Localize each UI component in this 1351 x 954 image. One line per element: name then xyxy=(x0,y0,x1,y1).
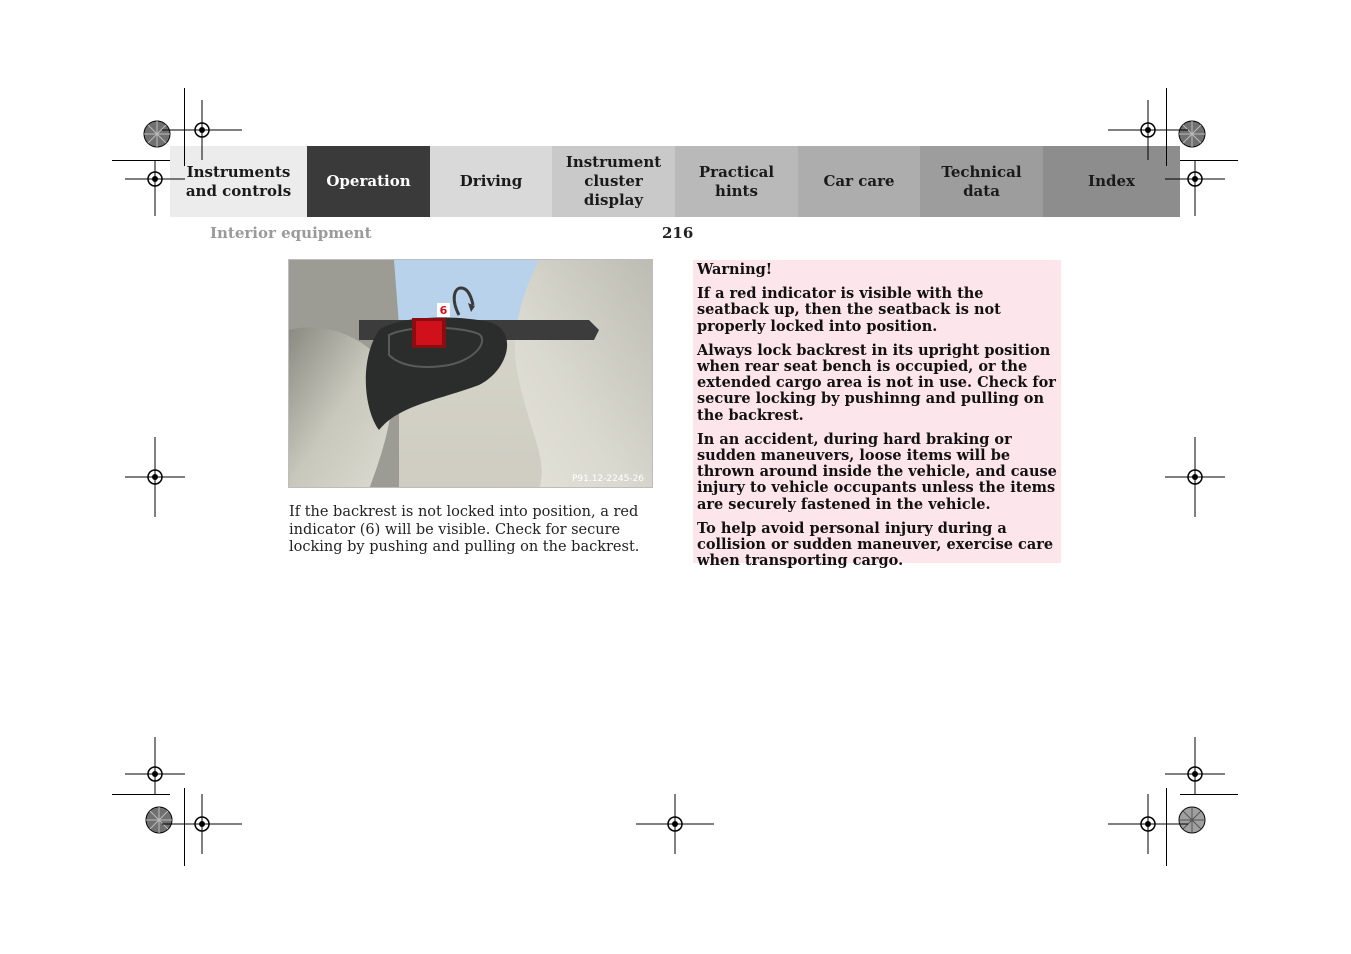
crosshair-mark xyxy=(125,160,185,216)
figure-code: P91.12-2245-26 xyxy=(571,474,644,484)
crosshair-mark xyxy=(1165,437,1225,517)
chapter-nav xyxy=(170,146,1180,217)
warning-paragraph: To help avoid personal injury during a collision or sudden maneuver, exercise care when transporting cargo. xyxy=(697,519,1054,570)
crosshair-mark xyxy=(162,794,242,854)
tab-driving[interactable] xyxy=(430,146,552,217)
crosshair-mark xyxy=(1165,160,1225,216)
tab-label: Practical hints xyxy=(698,162,775,200)
tab-label: Driving xyxy=(459,172,523,190)
seat-backrest-illustration xyxy=(288,259,653,488)
tab-label: Technical data xyxy=(941,162,1022,200)
crosshair-mark xyxy=(636,794,714,854)
tab-label: Car care xyxy=(823,172,895,190)
crosshair-mark xyxy=(1165,737,1225,794)
tab-label: Instrument cluster display xyxy=(565,153,662,209)
tab-label: Instruments and controls xyxy=(185,162,292,200)
warning-paragraph: Always lock backrest in its upright position when rear seat bench is occupied, or the extended cargo area is not in use. Check for secure locking by pushinng and pulling on the backrest. xyxy=(697,341,1056,424)
callout-label: 6 xyxy=(439,304,448,317)
warning-paragraph: In an accident, during hard braking or sudden maneuvers, loose items will be thrown around inside the vehicle, and cause injury to vehicle occupants unless the items are securely fastened in the vehicle. xyxy=(697,430,1057,513)
tab-car-care[interactable] xyxy=(798,146,920,217)
section-title: Interior equipment xyxy=(210,224,372,242)
tab-instrument-cluster-display[interactable] xyxy=(552,146,675,217)
tab-technical-data[interactable] xyxy=(920,146,1043,217)
tab-practical-hints[interactable] xyxy=(675,146,798,217)
crosshair-mark xyxy=(162,100,242,160)
tab-operation[interactable] xyxy=(307,146,430,217)
crosshair-mark xyxy=(1108,794,1188,854)
warning-box xyxy=(693,260,1061,570)
caption-text: If the backrest is not locked into position, a red indicator (6) will be visible. Check for secure locking by pushing and pulling on the backrest. xyxy=(289,504,640,555)
crosshair-mark xyxy=(125,437,185,517)
warning-title: Warning! xyxy=(697,261,773,278)
warning-paragraph: If a red indicator is visible with the seatback up, then the seatback is not properly locked into position. xyxy=(697,285,1001,335)
tab-label: Operation xyxy=(326,172,411,190)
tab-label: Index xyxy=(1088,172,1135,190)
crosshair-mark xyxy=(125,737,185,794)
crosshair-mark xyxy=(1108,100,1188,160)
page-number: 216 xyxy=(662,224,694,242)
backrest-drawing xyxy=(289,260,653,488)
